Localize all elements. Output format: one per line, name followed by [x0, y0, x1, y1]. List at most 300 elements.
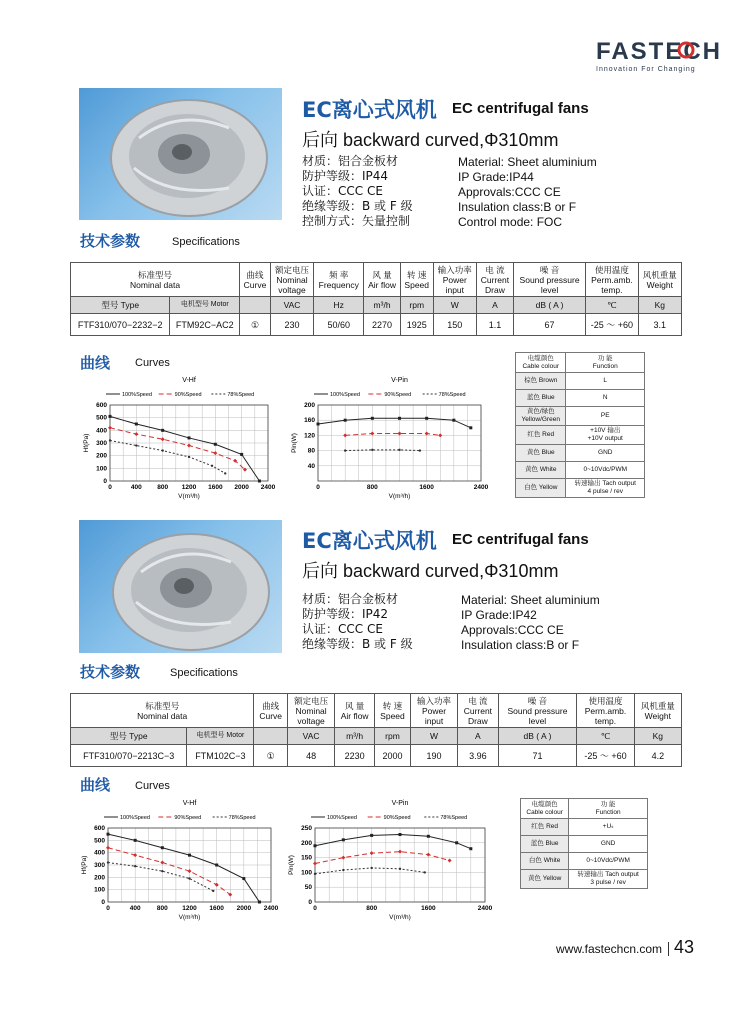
data-point	[109, 439, 111, 441]
x-tick-label: 2000	[236, 905, 252, 912]
data-point	[314, 844, 317, 847]
th: 使用温度 Perm.amb. temp.	[577, 694, 634, 728]
th: 曲线 Curve	[240, 263, 271, 297]
legend-label: 90%Speed	[383, 815, 411, 821]
th: 频 率 Frequency	[314, 263, 364, 297]
y-tick-label: 500	[94, 837, 105, 845]
data-point	[344, 449, 346, 451]
cable-cell: 黄色 White	[516, 462, 566, 479]
th: 电 流 Current Draw	[476, 263, 513, 297]
cable-row	[516, 390, 645, 407]
series-line	[318, 418, 471, 428]
data-point	[258, 901, 261, 904]
specifications-title-cn: 技术参数	[80, 232, 141, 250]
cable-cell: 电缆颜色 Cable colour	[521, 799, 569, 819]
series-line	[110, 428, 245, 470]
th: 转 速 Speed	[375, 694, 411, 728]
data-point	[427, 835, 430, 838]
data-point	[213, 451, 217, 455]
data-point	[107, 833, 110, 836]
th: 额定电压 Nominal voltage	[270, 263, 313, 297]
brand-tagline: Innovation For Changing	[596, 66, 696, 73]
cell: 4.2	[634, 745, 681, 767]
chart-v-hf-2	[78, 796, 283, 924]
th: 输入功率 Power input	[433, 263, 476, 297]
cable-cell: 功 能 Function	[566, 353, 645, 373]
data-point	[344, 419, 347, 422]
legend-label: 78%Speed	[438, 392, 466, 398]
series-line	[110, 416, 259, 481]
legend-label: 90%Speed	[174, 392, 202, 398]
cell: ①	[254, 745, 288, 767]
data-point	[398, 417, 401, 420]
series-line	[315, 868, 425, 874]
y-tick-label: 50	[304, 884, 312, 892]
x-tick-label: 1600	[421, 905, 436, 912]
cable-cell: 红色 Red	[516, 426, 566, 445]
x-axis-label: V(m³/h)	[178, 493, 200, 500]
data-point	[109, 415, 112, 418]
y-tick-label: 500	[96, 414, 107, 422]
cable-cell: 棕色 Brown	[516, 373, 566, 390]
data-point	[425, 432, 429, 436]
spec-table-2	[70, 693, 682, 767]
data-point	[314, 873, 316, 875]
x-tick-label: 0	[106, 905, 110, 912]
unit: Kg	[638, 297, 681, 314]
fan-photo-2	[79, 520, 282, 653]
data-point	[108, 426, 112, 430]
x-tick-label: 1600	[208, 484, 223, 491]
data-point	[215, 864, 218, 867]
cell: 190	[410, 745, 457, 767]
cell: 2270	[364, 314, 400, 336]
fan-image	[79, 88, 282, 220]
data-point	[342, 838, 345, 841]
data-point	[341, 856, 345, 860]
chart-v-pin-1	[288, 373, 493, 503]
cable-header-row	[521, 799, 648, 819]
data-point	[398, 432, 402, 436]
cable-cell: +Uₛ	[569, 819, 648, 836]
cable-row	[516, 479, 645, 498]
cable-cell: 白色 White	[521, 853, 569, 870]
cell: 67	[513, 314, 585, 336]
specs-cn-list	[302, 592, 413, 652]
spec-cn: 材质：铝合金板材	[302, 592, 399, 606]
data-point	[438, 433, 442, 437]
unit-type: 型号 Type	[71, 297, 170, 314]
data-point	[134, 839, 137, 842]
spec-cn: 材质：铝合金板材	[302, 154, 399, 168]
unit: dB ( A )	[513, 297, 585, 314]
cable-row	[516, 426, 645, 445]
spec-en: Approvals:CCC CE	[461, 623, 564, 637]
y-tick-label: 150	[301, 854, 312, 862]
spec-cn: 绝缘等级：B 或 F 级	[302, 199, 413, 213]
legend-label: 100%Speed	[327, 815, 357, 821]
data-point	[469, 426, 472, 429]
y-tick-label: 100	[94, 886, 105, 894]
specifications-title-en: Specifications	[172, 236, 240, 248]
cell: ①	[240, 314, 271, 336]
unit: VAC	[287, 728, 334, 745]
cell: 3.1	[638, 314, 681, 336]
curves-title-cn: 曲线	[80, 354, 111, 372]
cable-cell: GND	[569, 836, 648, 853]
data-point	[399, 833, 402, 836]
data-point	[211, 465, 213, 467]
legend-label: 100%Speed	[122, 392, 152, 398]
th: 风 量 Air flow	[364, 263, 400, 297]
data-point	[371, 449, 373, 451]
data-point	[313, 862, 317, 866]
data-point	[161, 449, 163, 451]
y-tick-label: 160	[304, 417, 315, 425]
legend-label: 100%Speed	[120, 815, 150, 821]
cable-cell: 转速输出 Tach output 4 pulse / rev	[566, 479, 645, 498]
cable-cell: PE	[566, 407, 645, 426]
th-nominal: 标准型号 Nominal data	[71, 263, 240, 297]
y-tick-label: 200	[301, 839, 312, 847]
y-tick-label: 40	[307, 462, 315, 470]
cell: 2230	[335, 745, 375, 767]
product-subtitle: 后向 backward curved,Φ310mm	[302, 561, 559, 581]
data-point	[161, 870, 163, 872]
series-line	[108, 834, 259, 902]
cell: -25 ～ +60	[577, 745, 634, 767]
data-point	[161, 429, 164, 432]
data-point	[424, 871, 426, 873]
curves-title-cn: 曲线	[80, 776, 111, 794]
cable-row	[516, 407, 645, 426]
unit: W	[410, 728, 457, 745]
x-tick-label: 1200	[181, 484, 197, 491]
y-tick-label: 120	[304, 432, 315, 440]
cable-cell: 黄色 Yellow	[521, 870, 569, 889]
th: 额定电压 Nominal voltage	[287, 694, 334, 728]
cable-header-row	[516, 353, 645, 373]
data-point	[133, 853, 137, 857]
unit-motor: 电机型号 Motor	[170, 297, 240, 314]
cable-cell: 黄色 Blue	[516, 445, 566, 462]
unit: Hz	[314, 297, 364, 314]
cell: 150	[433, 314, 476, 336]
spec-en: Insulation class:B or F	[461, 638, 580, 652]
cell-type: FTF310/070−2232−2	[71, 314, 170, 336]
data-point	[371, 417, 374, 420]
data-point	[426, 853, 430, 857]
cable-cell: 转速输出 Tach output 3 pulse / rev	[569, 870, 648, 889]
cell: 50/60	[314, 314, 364, 336]
legend-label: 78%Speed	[440, 815, 468, 821]
cable-cell: 功 能 Function	[569, 799, 648, 819]
cable-row	[521, 836, 648, 853]
data-point	[370, 867, 372, 869]
cable-cell: L	[566, 373, 645, 390]
cable-cell: +10V 输出 +10V output	[566, 426, 645, 445]
unit: ℃	[586, 297, 638, 314]
cell: 1.1	[476, 314, 513, 336]
data-point	[215, 883, 219, 887]
chart-title: V-Hf	[182, 377, 196, 384]
fan-photo-1	[79, 88, 282, 220]
unit: A	[458, 728, 498, 745]
data-point	[187, 444, 191, 448]
x-tick-label: 800	[157, 484, 169, 491]
chart-v-pin-2	[285, 796, 497, 924]
unit	[240, 297, 271, 314]
unit-type: 型号 Type	[71, 728, 187, 745]
cell-motor: FTM92C−AC2	[170, 314, 240, 336]
cable-cell: 蓝色 Blue	[521, 836, 569, 853]
fan-image	[79, 520, 282, 653]
spec-en: Approvals:CCC CE	[458, 185, 561, 199]
specs-en-list	[458, 155, 597, 230]
unit: VAC	[270, 297, 313, 314]
data-point	[398, 850, 402, 854]
x-tick-label: 2000	[234, 484, 249, 491]
cable-cell: 0~10Vdc/PWM	[569, 853, 648, 870]
legend-label: 90%Speed	[174, 815, 202, 821]
th: 输入功率 Power input	[410, 694, 457, 728]
product-title-en: EC centrifugal fans	[452, 531, 589, 548]
cable-cell: 电缆颜色 Cable colour	[516, 353, 566, 373]
x-tick-label: 0	[313, 905, 317, 912]
data-point	[317, 423, 320, 426]
y-tick-label: 200	[304, 402, 315, 409]
unit	[254, 728, 288, 745]
y-tick-label: 200	[94, 874, 105, 882]
y-tick-label: 600	[96, 402, 107, 409]
brand-name: FASTECH	[596, 38, 723, 65]
x-tick-label: 800	[366, 484, 378, 491]
unit: m³/h	[335, 728, 375, 745]
spec-en: Material: Sheet aluminium	[458, 155, 597, 169]
cable-row	[521, 853, 648, 870]
data-point	[134, 865, 136, 867]
product-title-cn: EC离心式风机	[302, 98, 437, 122]
cable-row	[516, 373, 645, 390]
cable-table-1	[515, 352, 645, 498]
y-tick-label: 300	[94, 862, 105, 869]
y-tick-label: 0	[308, 899, 312, 906]
x-tick-label: 1600	[419, 484, 434, 491]
cable-cell: 0~10Vdc/PWM	[566, 462, 645, 479]
x-tick-label: 1200	[182, 905, 197, 912]
brand-logo	[596, 38, 726, 73]
specifications-title-en: Specifications	[170, 667, 238, 679]
x-tick-label: 800	[366, 905, 378, 912]
curves-title-en: Curves	[135, 357, 170, 369]
y-tick-label: 100	[301, 869, 312, 877]
data-point	[188, 869, 192, 873]
y-tick-label: 200	[96, 452, 107, 460]
data-point	[214, 443, 217, 446]
data-point	[419, 449, 421, 451]
x-tick-label: 1600	[209, 905, 224, 912]
spec-cn: 防护等级：IP42	[302, 607, 389, 621]
data-point	[370, 834, 373, 837]
spec-en: IP Grade:IP44	[458, 170, 534, 184]
x-tick-label: 0	[316, 484, 320, 491]
cable-cell: 黄色/绿色 Yellow/Green	[516, 407, 566, 426]
legend-label: 78%Speed	[227, 392, 255, 398]
spec-table-1	[70, 262, 682, 336]
data-point	[134, 432, 138, 436]
data-point	[240, 453, 243, 456]
data-point	[469, 847, 472, 850]
legend-label: 78%Speed	[228, 815, 256, 821]
spec-cn: 认证：CCC CE	[302, 184, 383, 198]
spec-cn: 控制方式：矢量控制	[302, 214, 411, 228]
data-point	[399, 868, 401, 870]
data-point	[370, 851, 374, 855]
th: 噪 音 Sound pressure level	[513, 263, 585, 297]
x-tick-label: 800	[156, 905, 168, 912]
y-tick-label: 300	[96, 440, 107, 447]
data-point	[212, 890, 214, 892]
cable-cell: N	[566, 390, 645, 407]
x-tick-label: 2400	[477, 905, 493, 912]
data-point	[343, 433, 347, 437]
data-point	[188, 854, 191, 857]
series-line	[315, 835, 471, 849]
spec-en: IP Grade:IP42	[461, 608, 537, 622]
legend-label: 90%Speed	[384, 392, 412, 398]
cell: 48	[287, 745, 334, 767]
unit-motor: 电机型号 Motor	[187, 728, 254, 745]
specifications-title-cn: 技术参数	[80, 663, 141, 681]
cable-row	[521, 819, 648, 836]
unit: rpm	[400, 297, 433, 314]
x-tick-label: 400	[129, 905, 141, 912]
chart-title: V-Pin	[391, 800, 409, 807]
data-point	[448, 859, 452, 863]
y-tick-label: 0	[103, 478, 107, 485]
th: 风 量 Air flow	[335, 694, 375, 728]
legend-label: 100%Speed	[330, 392, 360, 398]
footer-url: www.fastechcn.com	[556, 942, 663, 956]
x-tick-label: 2400	[260, 484, 276, 491]
data-point	[425, 417, 428, 420]
y-tick-label: 250	[301, 825, 312, 832]
cell-motor: FTM102C−3	[187, 745, 254, 767]
th: 电 流 Current Draw	[458, 694, 498, 728]
data-point	[342, 869, 344, 871]
unit: m³/h	[364, 297, 400, 314]
spec-cn: 防护等级：IP44	[302, 169, 389, 183]
cell: 3.96	[458, 745, 498, 767]
data-point	[161, 437, 165, 441]
data-point	[135, 423, 138, 426]
cable-cell: 白色 Yellow	[516, 479, 566, 498]
cell: 2000	[375, 745, 411, 767]
product-title-cn: EC离心式风机	[302, 529, 437, 553]
spec-cn: 绝缘等级：B 或 F 级	[302, 637, 413, 651]
cable-table-2	[520, 798, 648, 889]
product-title-en: EC centrifugal fans	[452, 100, 589, 117]
data-point	[135, 444, 137, 446]
x-tick-label: 400	[130, 484, 142, 491]
product-subtitle: 后向 backward curved,Φ310mm	[302, 130, 559, 150]
y-tick-label: 400	[94, 849, 105, 857]
th: 噪 音 Sound pressure level	[498, 694, 577, 728]
cable-cell: GND	[566, 445, 645, 462]
curves-title-en: Curves	[135, 780, 170, 792]
y-axis-label: Pin(W)	[291, 433, 298, 453]
footer-divider	[668, 942, 669, 956]
y-tick-label: 600	[94, 825, 105, 832]
unit: rpm	[375, 728, 411, 745]
data-point	[452, 419, 455, 422]
data-point	[258, 480, 261, 483]
data-point	[242, 877, 245, 880]
page-number: 43	[674, 937, 695, 957]
chart-title: V-Pin	[391, 377, 408, 384]
th: 风机重量 Weight	[634, 694, 681, 728]
unit: ℃	[577, 728, 634, 745]
specs-cn-list	[302, 154, 413, 229]
series-line	[108, 848, 230, 895]
cable-row	[516, 445, 645, 462]
data-point	[161, 846, 164, 849]
data-point	[106, 846, 110, 850]
y-tick-label: 100	[96, 465, 107, 473]
spec-en: Control mode: FOC	[458, 215, 563, 229]
x-axis-label: V(m³/h)	[388, 493, 411, 500]
cable-cell: 红色 Red	[521, 819, 569, 836]
data-point	[107, 861, 109, 863]
data-point	[224, 472, 226, 474]
data-point	[370, 432, 374, 436]
y-tick-label: 0	[101, 899, 105, 906]
cable-row	[521, 870, 648, 889]
spec-en: Insulation class:B or F	[458, 200, 577, 214]
cable-cell: 蓝色 Blue	[516, 390, 566, 407]
data-point	[188, 436, 191, 439]
data-point	[188, 456, 190, 458]
cable-row	[516, 462, 645, 479]
chart-title: V-Hf	[182, 800, 197, 807]
unit: dB ( A )	[498, 728, 577, 745]
y-axis-label: Pin(W)	[288, 855, 295, 875]
x-axis-label: V(m³/h)	[389, 914, 411, 921]
data-point	[188, 877, 190, 879]
th: 使用温度 Perm.amb. temp.	[586, 263, 638, 297]
unit: W	[433, 297, 476, 314]
th: 曲线 Curve	[254, 694, 288, 728]
data-point	[398, 449, 400, 451]
y-axis-label: Hf(Pa)	[81, 855, 88, 875]
cell-type: FTF310/070−2213C−3	[71, 745, 187, 767]
th: 风机重量 Weight	[638, 263, 681, 297]
data-point	[160, 861, 164, 865]
y-tick-label: 80	[307, 447, 315, 455]
th-nominal: 标准型号 Nominal data	[71, 694, 254, 728]
cell: 71	[498, 745, 577, 767]
spec-cn: 认证：CCC CE	[302, 622, 383, 636]
cell: 1925	[400, 314, 433, 336]
th: 转 速 Speed	[400, 263, 433, 297]
x-tick-label: 2400	[473, 484, 489, 491]
x-tick-label: 0	[108, 484, 112, 491]
spec-en: Material: Sheet aluminium	[461, 593, 600, 607]
x-axis-label: V(m³/h)	[178, 914, 201, 921]
y-axis-label: Hf(Pa)	[83, 433, 90, 453]
unit: Kg	[634, 728, 681, 745]
series-line	[108, 863, 213, 891]
